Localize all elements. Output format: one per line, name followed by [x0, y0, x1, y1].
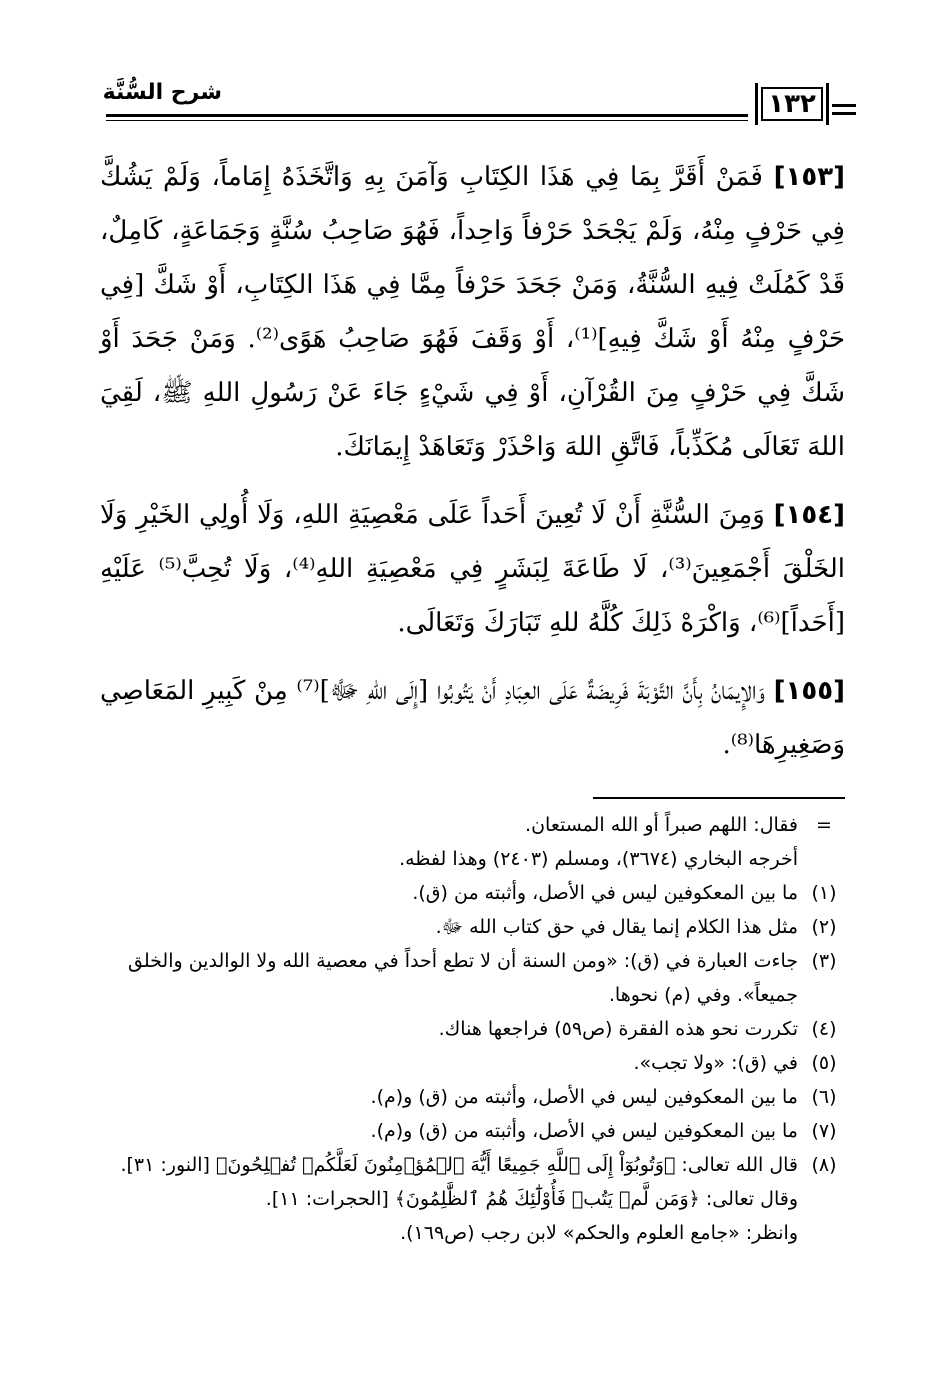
footnote-item — [100, 1148, 850, 1182]
footnote-item — [100, 808, 850, 842]
paragraph-number: [١٥٥] — [773, 676, 846, 706]
header-rule-right-bottom — [832, 112, 856, 115]
footnote-marker: (٥) — [811, 1052, 837, 1074]
footnote-item — [100, 1080, 850, 1114]
paragraph-number: [١٥٤] — [773, 500, 845, 530]
footnote-text: ما بين المعكوفين ليس في الأصل، وأثبته من (ق) و(م). — [370, 1120, 798, 1142]
footnote-text: أخرجه البخاري (٣٦٧٤)، ومسلم (٢٤٠٣) وهذا لفظه. — [399, 848, 798, 870]
footnote-text: في (ق): «ولا تجب». — [633, 1052, 798, 1074]
page-header — [0, 0, 948, 130]
footnote-marker: (١) — [811, 882, 837, 904]
footnote-text: مثل هذا الكلام إنما يقال في حق كتاب الله ﷻ. — [435, 916, 798, 938]
footnote-marker: = — [816, 814, 832, 836]
paragraph-text: وَمِنَ السُّنَّةِ أَنْ لَا تُعِينَ أَحَداً عَلَى مَعْصِيَةِ اللهِ، وَلَا أُولِي الخَيْرِ وَلَا الخَلْقَ أَجْمَعِينَ⁽³⁾، لَا طَاعَةَ لِبَشَرٍ فِي مَعْصِيَةِ اللهِ⁽⁴⁾، وَلَا تُحِبَّ⁽⁵⁾ عَلَيْهِ [أَحَداً]⁽⁶⁾، وَاكْرَهْ ذَلِكَ كُلَّهُ للهِ تَبَارَكَ وَتَعَالَى. — [100, 500, 845, 638]
paragraph-155 — [100, 664, 845, 772]
footnote-item — [100, 1216, 850, 1250]
running-title: شرح السُّنَّة — [102, 80, 222, 105]
footnote-item — [100, 1182, 850, 1216]
footnote-marker: (٤) — [811, 1018, 837, 1040]
paragraph-text: فَمَنْ أَقَرَّ بِمَا فِي هَذَا الكِتَابِ وَآمَنَ بِهِ وَاتَّخَذَهُ إِمَاماً، وَلَمْ يَشُكَّ فِي حَرْفٍ مِنْهُ، وَلَمْ يَجْحَدْ حَرْفاً وَاحِداً، فَهُوَ صَاحِبُ سُنَّةٍ وَجَمَاعَةٍ، كَامِلٌ، قَدْ كَمُلَتْ فِيهِ السُّنَّةُ، وَمَنْ جَحَدَ حَرْفاً مِمَّا فِي هَذَا الكِتَابِ، أَوْ شَكَّ [فِي حَرْفٍ مِنْهُ أَوْ شَكَّ فِيهِ]⁽¹⁾، أَوْ وَقَفَ فَهُوَ صَاحِبُ هَوًى⁽²⁾. وَمَنْ جَحَدَ أَوْ شَكَّ فِي حَرْفٍ مِنَ القُرْآنِ، أَوْ فِي شَيْءٍ جَاءَ عَنْ رَسُولِ اللهِ ﷺ، لَقِيَ اللهَ تَعَالَى مُكَذِّباً، فَاتَّقِ اللهَ وَاحْذَرْ وَتَعَاهَدْ إِيمَانَكَ. — [100, 162, 845, 462]
footnote-marker: (٦) — [811, 1086, 837, 1108]
footnote-marker: (٣) — [811, 950, 837, 972]
footnote-text: جاءت العبارة في (ق): «ومن السنة أن لا تطع أحداً في معصية الله ولا الوالدين والخلق جميعاً». وفي (م) نحوها. — [128, 950, 798, 1006]
footnote-text: ما بين المعكوفين ليس في الأصل، وأثبته من (ق). — [412, 882, 798, 904]
footnotes — [100, 808, 850, 1250]
paragraph-154 — [100, 488, 845, 650]
footnote-text: وقال تعالى: ﴿وَمَن لَّمۡ يَتُبۡ فَأُوْلَٰٓئِكَ هُمُ ٱلظَّٰلِمُونَ﴾ [الحجرات: ١١]. — [265, 1188, 798, 1210]
footnote-item — [100, 1046, 850, 1080]
footnote-item — [100, 1012, 850, 1046]
main-text — [100, 150, 845, 786]
footnote-marker — [798, 1216, 850, 1250]
footnote-text: تكررت نحو هذه الفقرة (ص٥٩) فراجعها هناك. — [438, 1018, 798, 1040]
paragraph-153 — [100, 150, 845, 474]
header-rule-right-top — [832, 104, 856, 107]
footnote-marker — [798, 1182, 850, 1216]
footnote-marker — [798, 842, 850, 876]
footnote-marker: (٧) — [811, 1120, 837, 1142]
footnote-item — [100, 944, 850, 1012]
paragraph-number: [١٥٣] — [773, 162, 845, 192]
footnote-item — [100, 910, 850, 944]
footnote-marker: (٢) — [811, 916, 837, 938]
paragraph-text: وَالإِيمَانُ بِأَنَّ التَّوْبَةَ فَرِيضَةٌ عَلَى العِبَادِ أَنْ يَتُوبُوا [إِلَى اللهِ ﷻ]⁽⁷⁾ مِنْ كَبِيرِ المَعَاصِي وَصَغِيرِهَا⁽⁸⁾. — [100, 676, 845, 760]
footnote-text: فقال: اللهم صبراً أو الله المستعان. — [525, 814, 798, 836]
header-rule-thick — [106, 114, 748, 117]
footnote-item — [100, 1114, 850, 1148]
footnote-item — [100, 842, 850, 876]
page-number: ١٣٢ — [761, 87, 823, 121]
header-rule-thin — [106, 120, 748, 121]
footnote-text: ما بين المعكوفين ليس في الأصل، وأثبته من (ق) و(م). — [370, 1086, 798, 1108]
footnote-separator — [593, 797, 845, 799]
footnote-text: وانظر: «جامع العلوم والحكم» لابن رجب (ص١٦٩). — [400, 1222, 798, 1244]
footnote-item — [100, 876, 850, 910]
footnote-marker: (٨) — [811, 1154, 837, 1176]
footnote-text: قال الله تعالى: ﴿وَتُوبُوٓاْ إِلَى ٱللَّهِ جَمِيعًا أَيُّهَ ٱلۡمُؤۡمِنُونَ لَعَلَّكُمۡ تُفۡلِحُونَ﴾ [النور: ٣١]. — [120, 1154, 798, 1176]
